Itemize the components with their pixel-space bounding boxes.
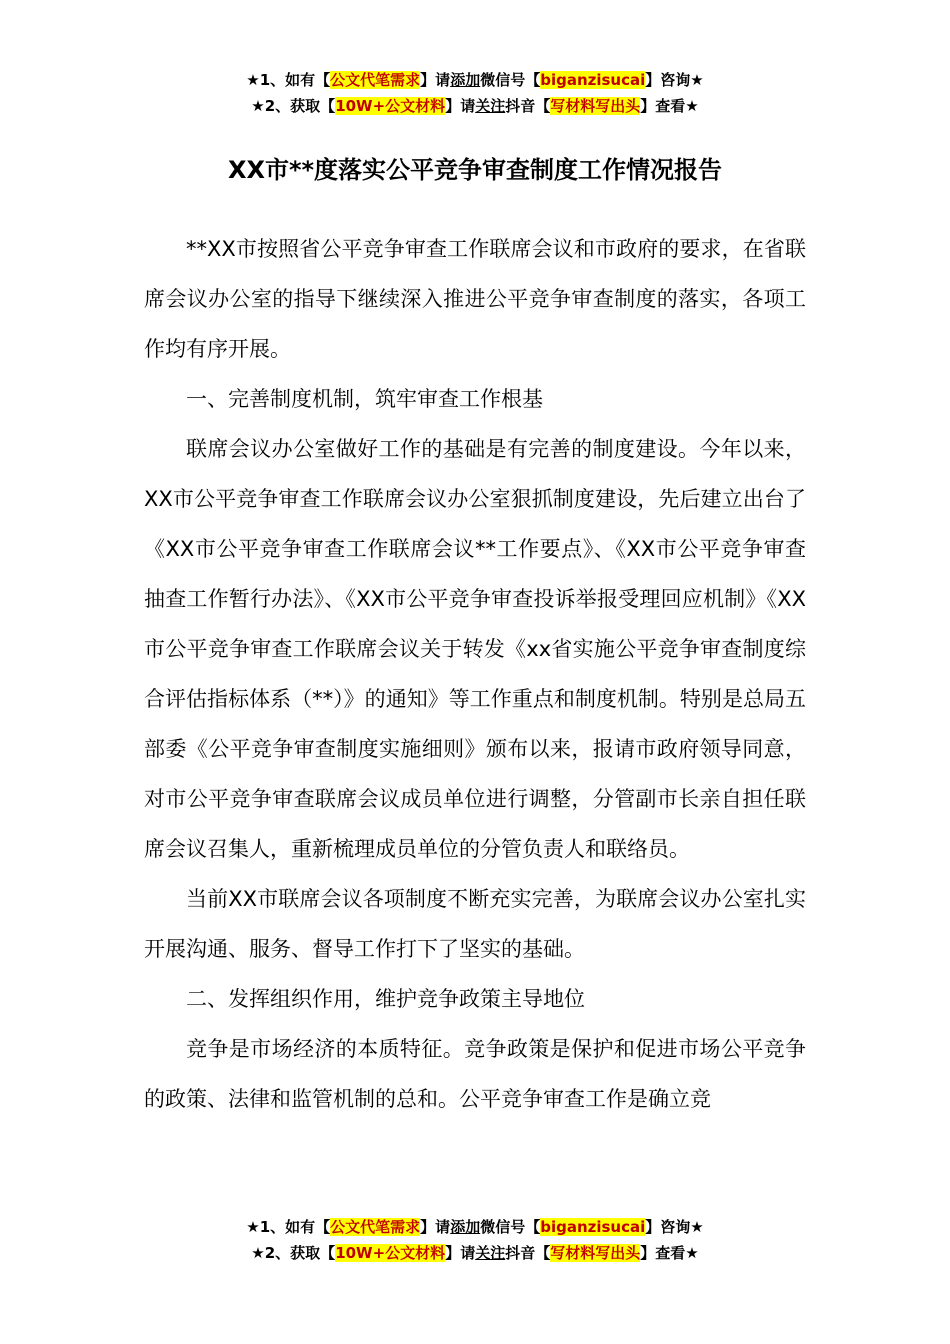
paragraph-intro: **XX市按照省公平竞争审查工作联席会议和市政府的要求，在省联席会议办公室的指导下继续深入推进公平竞争审查制度的落实，各项工作均有序开展。 [144,237,806,361]
document-body [144,224,806,1124]
paragraph-section-1-summary: 当前XX市联席会议各项制度不断充实完善，为联席会议办公室扎实开展沟通、服务、督导工作打下了坚实的基础。 [144,887,806,961]
banner-highlight: biganzisucai [540,1218,646,1236]
banner-text: ★1、如有【 [246,71,331,89]
paragraph-section-1: 联席会议办公室做好工作的基础是有完善的制度建设。今年以来，XX市公平竞争审查工作联席会议办公室狠抓制度建设，先后建立出台了《XX市公平竞争审查工作联席会议**工作要点》、《XX市公平竞争审查抽查工作暂行办法》、《XX市公平竞争审查投诉举报受理回应机制》《XX市公平竞争审查工作联席会议关于转发《xx省实施公平竞争审查制度综合评估指标体系（**）》的通知》等工作重点和制度机制。特别是总局五部委《公平竞争审查制度实施细则》颁布以来，报请市政府领导同意，对市公平竞争审查联席会议成员单位进行调整，分管副市长亲自担任联席会议召集人，重新梳理成员单位的分管负责人和联络员。 [144,437,806,861]
section-heading-1: 一、完善制度机制，筑牢审查工作根基 [186,387,543,411]
document-title: XX市**度落实公平竞争审查制度工作情况报告 [227,156,723,184]
banner-underline: 关注 [475,97,506,115]
banner-text: 】查看★ [640,97,699,115]
banner-text: 】咨询★ [645,71,704,89]
banner-line-1 [0,1214,950,1240]
banner-underline: 关注 [475,1244,506,1262]
banner-line-2 [0,93,950,119]
banner-text: 抖音【 [505,97,551,115]
banner-highlight: 公文代笔需求 [330,1218,421,1236]
banner-text: 】请 [445,97,476,115]
banner-text: ★1、如有【 [246,1218,331,1236]
banner-text: ★2、获取【 [251,1244,336,1262]
section-heading-2: 二、发挥组织作用，维护竞争政策主导地位 [186,987,585,1011]
banner-text: ★2、获取【 [251,97,336,115]
banner-text: 抖音【 [505,1244,551,1262]
header-banner [0,67,950,119]
banner-text: 】请 [445,1244,476,1262]
banner-highlight: biganzisucai [540,71,646,89]
banner-highlight: 10W+公文材料 [335,1244,446,1262]
footer-banner [0,1214,950,1266]
banner-line-2 [0,1240,950,1266]
banner-line-1 [0,67,950,93]
banner-highlight: 写材料写出头 [550,1244,641,1262]
banner-text: 微信号【 [480,71,541,89]
banner-text: 】请 [420,1218,451,1236]
banner-highlight: 10W+公文材料 [335,97,446,115]
banner-highlight: 公文代笔需求 [330,71,421,89]
banner-text: 】咨询★ [645,1218,704,1236]
banner-underline: 添加 [450,1218,481,1236]
banner-text: 】请 [420,71,451,89]
banner-underline: 添加 [450,71,481,89]
banner-text: 微信号【 [480,1218,541,1236]
paragraph-section-2: 竞争是市场经济的本质特征。竞争政策是保护和促进市场公平竞争的政策、法律和监管机制的总和。公平竞争审查工作是确立竞 [144,1037,806,1111]
banner-text: 】查看★ [640,1244,699,1262]
banner-highlight: 写材料写出头 [550,97,641,115]
